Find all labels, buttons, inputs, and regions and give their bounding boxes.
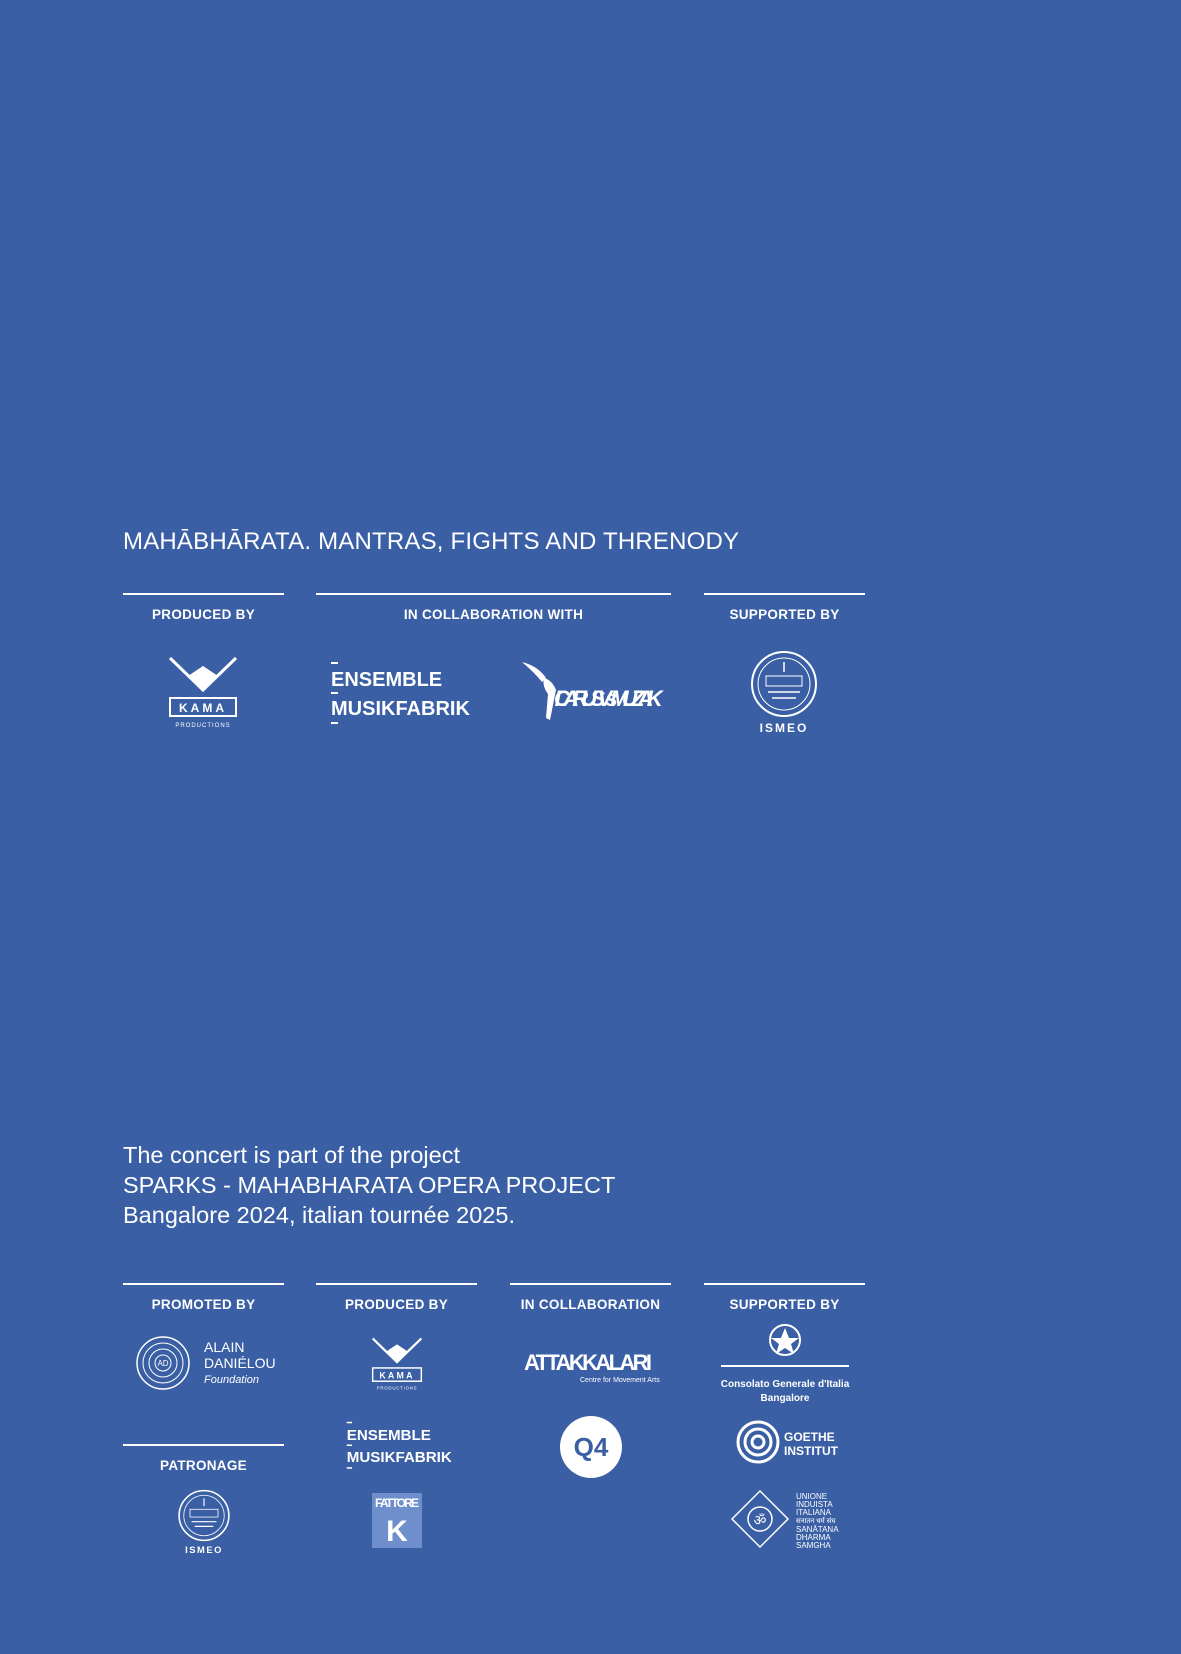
unione-induista-italiana-logo	[730, 1489, 840, 1553]
uisds-line4: सनातन धर्म संघ	[796, 1518, 836, 1525]
kama-sub-2: PRODUCTIONS	[376, 1385, 418, 1391]
kama-sub: PRODUCTIONS	[175, 723, 231, 729]
q4-logo	[558, 1414, 624, 1480]
goethe-line1: GOETHE	[784, 1430, 835, 1444]
consolato-italia-logo	[715, 1320, 855, 1406]
musikfabrik-line2-2: MUSIKFABRIK	[346, 1448, 452, 1466]
q4-text: Q4	[573, 1432, 609, 1462]
consolato-line2: Bangalore	[760, 1393, 810, 1404]
divider-collaboration	[316, 593, 671, 595]
musikfabrik-line1-2: ENSEMBLE	[346, 1426, 431, 1444]
musikfabrik-line1: ENSEMBLE	[331, 669, 443, 691]
heading-in-collaboration: IN COLLABORATION	[520, 1297, 661, 1312]
project-line-3: Bangalore 2024, italian tournée 2025.	[123, 1202, 515, 1228]
ismeo-name: ISMEO	[759, 721, 809, 735]
alain-danielou-foundation-logo	[136, 1335, 278, 1391]
consolato-line1: Consolato Generale d'Italia	[720, 1379, 850, 1390]
uisds-line2: INDUISTA	[796, 1500, 833, 1509]
divider-in-collaboration	[510, 1283, 671, 1285]
attakkalari-logo	[522, 1338, 662, 1390]
danielou-line1: ALAIN	[204, 1339, 245, 1355]
kama-name-2: KAMA	[379, 1370, 415, 1381]
kama-logo-2	[371, 1337, 423, 1393]
ismeo-seal-logo-2	[176, 1489, 232, 1556]
heading-in-collaboration-with: IN COLLABORATION WITH	[403, 607, 584, 622]
attakkalari-sub: Centre for Movement Arts	[580, 1377, 660, 1384]
heading-promoted-by: PROMOTED BY	[151, 1297, 256, 1312]
heading-produced-by-2: PRODUCED BY	[344, 1297, 449, 1312]
divider-produced-by-2	[316, 1283, 477, 1285]
divider-promoted-by	[123, 1283, 284, 1285]
fattore-name: FATTORE	[375, 1496, 419, 1510]
musikfabrik-logo-2	[346, 1421, 452, 1471]
heading-supported-by-2: SUPPORTED BY	[729, 1297, 840, 1312]
heading-produced-by: PRODUCED BY	[151, 607, 256, 622]
program-title: MAHĀBHĀRATA. MANTRAS, FIGHTS AND THRENODY	[123, 528, 740, 555]
divider-supported-by-2	[704, 1283, 865, 1285]
project-statement	[123, 1140, 615, 1230]
divider-produced-by	[123, 593, 284, 595]
uisds-line5: SANĀTANA	[796, 1525, 839, 1534]
fattore-k-logo	[372, 1493, 422, 1548]
om-icon: ॐ	[753, 1512, 767, 1528]
kama-name: KAMA	[179, 701, 227, 715]
musikfabrik-line2: MUSIKFABRIK	[331, 698, 470, 720]
danielou-line3: Foundation	[204, 1374, 260, 1386]
divider-supported-by	[704, 593, 865, 595]
kama-logo	[168, 656, 238, 732]
heading-supported-by: SUPPORTED BY	[729, 607, 840, 622]
uisds-line1: UNIONE	[796, 1492, 828, 1501]
project-line-1: The concert is part of the project	[123, 1142, 460, 1168]
project-line-2: SPARKS - MAHABHARATA OPERA PROJECT	[123, 1172, 616, 1198]
ismeo-seal-logo	[748, 650, 820, 736]
musikfabrik-logo	[330, 661, 470, 727]
icarus-text: ICARUS Vs.MUZAK	[554, 686, 663, 711]
danielou-line2: DANIÉLOU	[204, 1355, 276, 1371]
icarus-vs-muzak-logo	[520, 660, 665, 720]
danielou-mark: AD	[157, 1359, 169, 1368]
fattore-sub: K	[386, 1515, 408, 1548]
attakkalari-name: ATTAKKALARI	[524, 1350, 652, 1375]
uisds-line6: DHARMA	[796, 1533, 831, 1542]
goethe-institut-logo	[736, 1418, 838, 1466]
heading-patronage: PATRONAGE	[160, 1458, 247, 1473]
divider-patronage	[123, 1444, 284, 1446]
ismeo-name-2: ISMEO	[185, 1544, 223, 1555]
uisds-line7: SAMGHA	[796, 1541, 831, 1550]
uisds-line3: ITALIANA	[796, 1508, 831, 1517]
goethe-line2: INSTITUT	[784, 1444, 838, 1458]
